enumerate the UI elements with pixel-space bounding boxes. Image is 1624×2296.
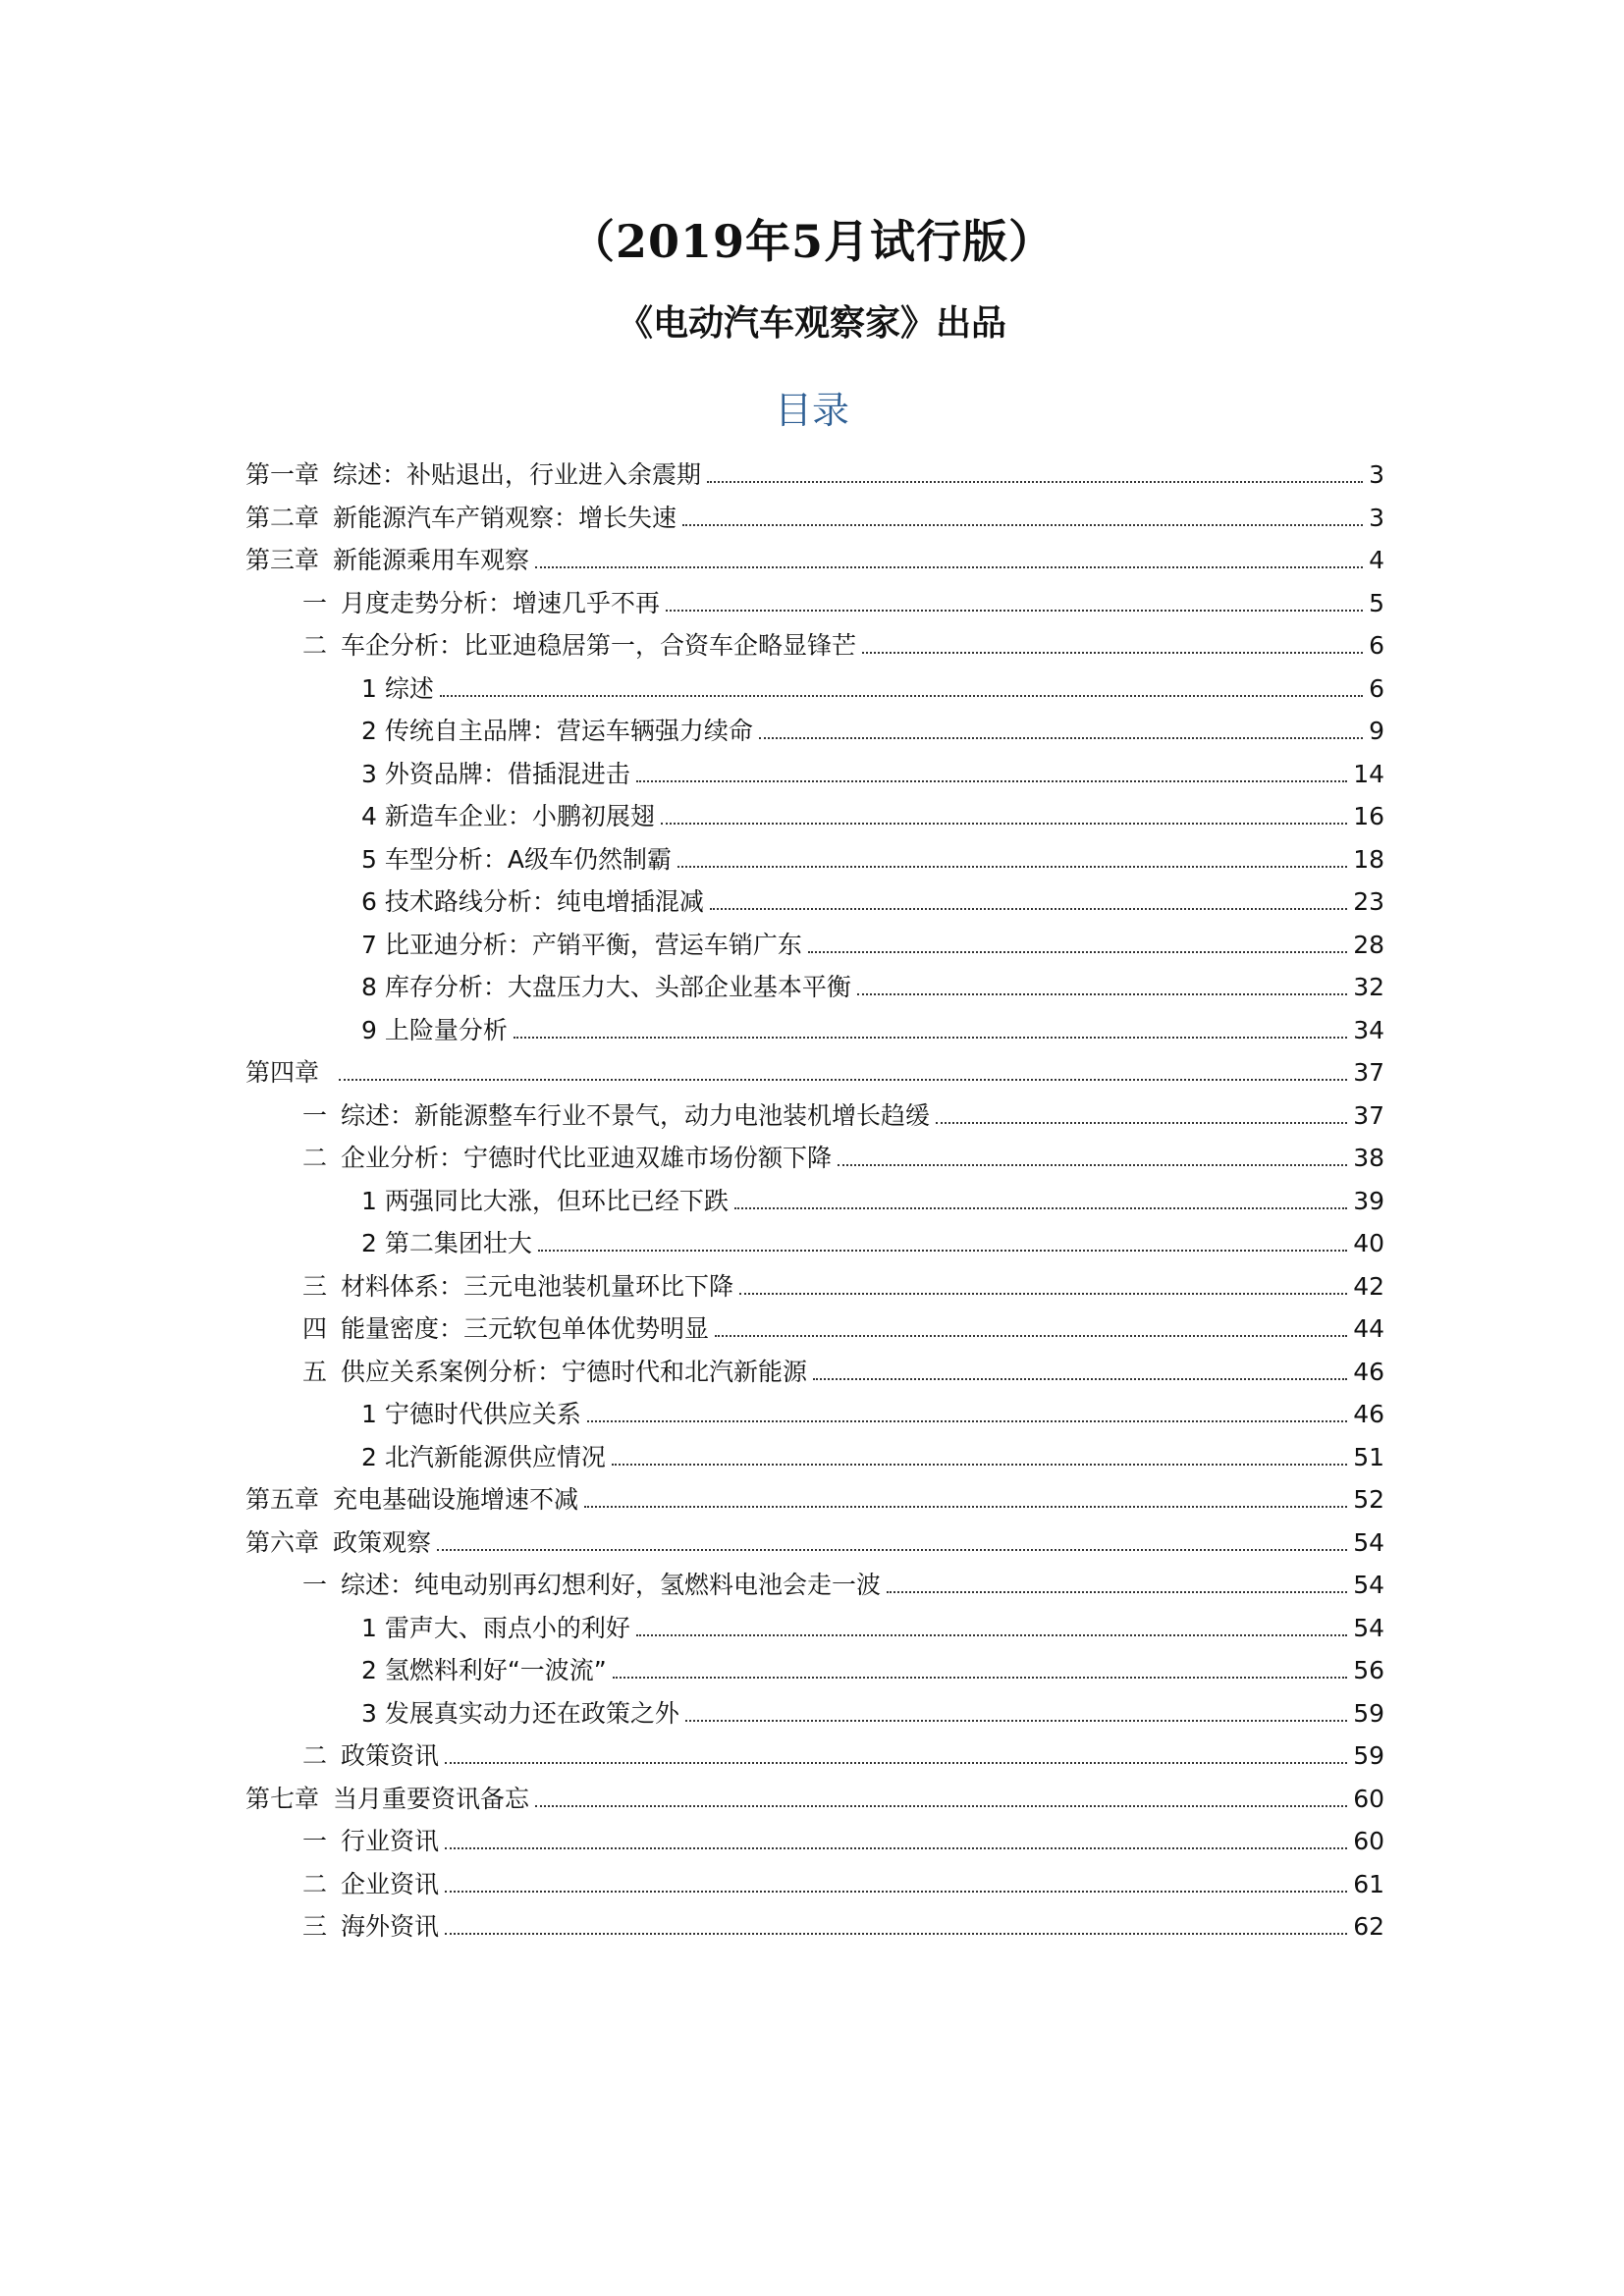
toc-entry-title: 企业分析：宁德时代比亚迪双雄市场份额下降 — [341, 1144, 833, 1172]
toc-dot-leader — [759, 737, 1363, 739]
toc-entry[interactable] — [245, 1522, 1384, 1565]
toc-entry-page: 56 — [1353, 1656, 1384, 1684]
toc-entry-title: 综述：补贴退出，行业进入余震期 — [333, 460, 702, 489]
toc-entry-number: 五 — [302, 1357, 328, 1386]
toc-entry-title: 1 综述 — [361, 673, 434, 703]
toc-entry-title: 4 新造车企业：小鹏初展翅 — [361, 802, 655, 830]
toc-entry-number: 第一章 — [245, 460, 320, 489]
toc-dot-leader — [677, 866, 1347, 868]
toc-entry[interactable] — [245, 753, 1384, 796]
toc-entry[interactable] — [245, 1564, 1384, 1607]
toc-entry-title: 政策观察 — [333, 1527, 432, 1557]
toc-entry[interactable] — [245, 582, 1384, 625]
toc-entry-number: 三 — [302, 1271, 328, 1301]
toc-dot-leader — [445, 1891, 1347, 1893]
toc-dot-leader — [838, 1164, 1347, 1166]
toc-entry-number: 二 — [302, 1144, 328, 1172]
toc-dot-leader — [862, 652, 1363, 654]
toc-entry-title: 企业资讯 — [341, 1869, 440, 1898]
toc-entry[interactable] — [245, 1180, 1384, 1223]
toc-entry-page: 46 — [1353, 1357, 1384, 1386]
toc-entry[interactable] — [245, 667, 1384, 711]
toc-entry[interactable] — [245, 1393, 1384, 1436]
toc-entry-page: 9 — [1369, 717, 1384, 745]
toc-dot-leader — [887, 1591, 1347, 1593]
edition-title: （2019年5月试行版） — [568, 215, 1056, 268]
toc-dot-leader — [445, 1933, 1347, 1935]
toc-entry-page: 4 — [1369, 546, 1384, 574]
toc-entry[interactable] — [245, 539, 1384, 582]
toc-entry-page: 60 — [1353, 1827, 1384, 1855]
toc-entry-title: 新能源汽车产销观察：增长失速 — [333, 503, 677, 532]
toc-dot-leader — [613, 1677, 1347, 1679]
toc-entry-number: 一 — [302, 1827, 328, 1855]
toc-entry[interactable] — [245, 1778, 1384, 1821]
toc-entry-title: 1 雷声大、雨点小的利好 — [361, 1613, 630, 1642]
toc-entry-number: 一 — [302, 588, 328, 617]
toc-entry-title: 充电基础设施增速不减 — [333, 1485, 579, 1514]
toc-entry-number: 第五章 — [245, 1485, 320, 1514]
toc-entry-page: 62 — [1353, 1912, 1384, 1941]
toc-entry-page: 32 — [1353, 973, 1384, 1001]
toc-entry-title: 当月重要资讯备忘 — [333, 1784, 530, 1813]
toc-entry-page: 16 — [1353, 802, 1384, 830]
toc-entry-title: 能量密度：三元软包单体优势明显 — [341, 1314, 710, 1343]
toc-entry-title: 3 发展真实动力还在政策之外 — [361, 1698, 679, 1728]
toc-entry[interactable] — [245, 710, 1384, 753]
toc-dot-leader — [636, 1634, 1347, 1636]
toc-entry-title: 综述：新能源整车行业不景气，动力电池装机增长趋缓 — [341, 1100, 931, 1130]
toc-entry[interactable] — [245, 1308, 1384, 1351]
toc-dot-leader — [535, 566, 1363, 568]
toc-entry-page: 40 — [1353, 1229, 1384, 1257]
toc-dot-leader — [936, 1122, 1347, 1124]
toc-entry-page: 3 — [1369, 503, 1384, 532]
toc-entry[interactable] — [245, 1649, 1384, 1692]
toc-entry-page: 51 — [1353, 1442, 1384, 1471]
toc-entry-title: 2 传统自主品牌：营运车辆强力续命 — [361, 717, 753, 745]
toc-entry[interactable] — [245, 1095, 1384, 1138]
toc-entry-title: 综述：纯电动别再幻想利好，氢燃料电池会走一波 — [341, 1571, 882, 1599]
toc-dot-leader — [857, 993, 1347, 995]
toc-entry[interactable] — [245, 924, 1384, 967]
toc-entry-page: 5 — [1369, 588, 1384, 617]
toc-entry-page: 6 — [1369, 631, 1384, 660]
toc-entry[interactable] — [245, 624, 1384, 667]
toc-dot-leader — [612, 1464, 1347, 1466]
toc-dot-leader — [685, 1720, 1347, 1722]
toc-entry-page: 60 — [1353, 1784, 1384, 1813]
toc-entry[interactable] — [245, 497, 1384, 540]
toc-entry[interactable] — [245, 1820, 1384, 1863]
toc-dot-leader — [538, 1250, 1347, 1252]
toc-entry-number: 第四章 — [245, 1058, 320, 1087]
toc-entry-title: 车企分析：比亚迪稳居第一，合资车企略显锋芒 — [341, 631, 857, 660]
toc-entry[interactable] — [245, 1436, 1384, 1479]
toc-entry-title: 政策资讯 — [341, 1741, 440, 1770]
toc-entry-number: 一 — [302, 1571, 328, 1599]
toc-entry[interactable] — [245, 1137, 1384, 1180]
toc-dot-leader — [707, 481, 1363, 483]
toc-entry[interactable] — [245, 1735, 1384, 1778]
toc-entry-title: 月度走势分析：增速几乎不再 — [341, 588, 661, 617]
toc-entry-page: 39 — [1353, 1186, 1384, 1215]
publisher-line: 《电动汽车观察家》出品 — [617, 303, 1006, 344]
toc-dot-leader — [808, 951, 1347, 953]
toc-dot-leader — [514, 1037, 1347, 1039]
toc-entry-page: 42 — [1353, 1271, 1384, 1301]
toc-entry-page: 37 — [1353, 1100, 1384, 1130]
toc-entry-page: 28 — [1353, 930, 1384, 959]
toc-entry[interactable] — [245, 1351, 1384, 1394]
toc-entry-title: 5 车型分析：A级车仍然制霸 — [361, 844, 672, 874]
toc-dot-leader — [710, 908, 1347, 910]
toc-entry[interactable] — [245, 1478, 1384, 1522]
toc-dot-leader — [587, 1420, 1347, 1422]
toc-entry-page: 3 — [1369, 460, 1384, 489]
toc-entry-page: 54 — [1353, 1571, 1384, 1599]
toc-dot-leader — [339, 1079, 1347, 1081]
toc-dot-leader — [535, 1805, 1347, 1807]
toc-entry-number: 二 — [302, 1869, 328, 1898]
toc-entry-title: 2 北汽新能源供应情况 — [361, 1442, 606, 1471]
toc-entry-title: 2 氢燃料利好“一波流” — [361, 1656, 607, 1684]
toc-entry-title: 7 比亚迪分析：产销平衡，营运车销广东 — [361, 930, 802, 959]
toc-dot-leader — [437, 1549, 1347, 1551]
toc-dot-leader — [739, 1293, 1347, 1295]
toc-entry-page: 14 — [1353, 759, 1384, 788]
toc-entry-number: 三 — [302, 1912, 328, 1941]
toc-entry[interactable] — [245, 1905, 1384, 1949]
toc-dot-leader — [445, 1847, 1347, 1849]
toc-entry-title: 1 宁德时代供应关系 — [361, 1400, 581, 1428]
toc-entry-page: 54 — [1353, 1527, 1384, 1557]
toc-entry-title: 8 库存分析：大盘压力大、头部企业基本平衡 — [361, 973, 851, 1001]
toc-entry-title: 1 两强同比大涨，但环比已经下跌 — [361, 1186, 729, 1215]
toc-entry[interactable] — [245, 1692, 1384, 1735]
toc-dot-leader — [440, 695, 1363, 697]
toc-entry-page: 44 — [1353, 1314, 1384, 1343]
toc-entry-number: 第六章 — [245, 1527, 320, 1557]
toc-entry-title: 供应关系案例分析：宁德时代和北汽新能源 — [341, 1357, 808, 1386]
toc-entry-title: 9 上险量分析 — [361, 1015, 508, 1044]
toc-entry[interactable] — [245, 1863, 1384, 1906]
toc-entry[interactable] — [245, 966, 1384, 1009]
toc-entry-page: 52 — [1353, 1485, 1384, 1514]
toc-entry[interactable] — [245, 1265, 1384, 1308]
toc-entry-page: 37 — [1353, 1058, 1384, 1087]
toc-entry-page: 34 — [1353, 1015, 1384, 1044]
toc-entry[interactable] — [245, 838, 1384, 881]
toc-dot-leader — [813, 1378, 1347, 1380]
toc-entry[interactable] — [245, 1222, 1384, 1265]
toc-entry-number: 二 — [302, 1741, 328, 1770]
toc-entry-title: 2 第二集团壮大 — [361, 1229, 532, 1257]
toc-entry-page: 46 — [1353, 1400, 1384, 1428]
table-of-contents — [245, 454, 1384, 1949]
toc-entry-page: 6 — [1369, 673, 1384, 703]
toc-dot-leader — [682, 524, 1363, 526]
toc-entry[interactable] — [245, 1607, 1384, 1650]
toc-entry[interactable] — [245, 1051, 1384, 1095]
toc-entry-title: 6 技术路线分析：纯电增插混减 — [361, 887, 704, 916]
toc-entry-title: 行业资讯 — [341, 1827, 440, 1855]
toc-entry[interactable] — [245, 881, 1384, 924]
toc-dot-leader — [636, 780, 1347, 782]
toc-entry-page: 23 — [1353, 887, 1384, 916]
toc-dot-leader — [666, 610, 1363, 612]
toc-dot-leader — [445, 1762, 1347, 1764]
toc-entry-page: 38 — [1353, 1144, 1384, 1172]
toc-dot-leader — [715, 1335, 1347, 1337]
toc-heading: 目录 — [774, 389, 849, 432]
toc-dot-leader — [661, 823, 1347, 825]
toc-dot-leader — [584, 1506, 1347, 1508]
toc-entry-title: 新能源乘用车观察 — [333, 546, 530, 574]
toc-entry-page: 18 — [1353, 844, 1384, 874]
toc-dot-leader — [734, 1207, 1347, 1209]
toc-entry-number: 第三章 — [245, 546, 320, 574]
toc-entry-page: 61 — [1353, 1869, 1384, 1898]
toc-entry-number: 四 — [302, 1314, 328, 1343]
toc-entry-title: 海外资讯 — [341, 1912, 440, 1941]
toc-entry[interactable] — [245, 795, 1384, 838]
toc-entry-page: 59 — [1353, 1698, 1384, 1728]
toc-entry-number: 一 — [302, 1100, 328, 1130]
toc-entry-title: 3 外资品牌：借插混进击 — [361, 759, 630, 788]
toc-entry-number: 第二章 — [245, 503, 320, 532]
toc-entry[interactable] — [245, 1009, 1384, 1052]
toc-entry-page: 59 — [1353, 1741, 1384, 1770]
toc-entry-page: 54 — [1353, 1613, 1384, 1642]
toc-entry[interactable] — [245, 454, 1384, 497]
toc-entry-title: 材料体系：三元电池装机量环比下降 — [341, 1271, 734, 1301]
toc-entry-number: 第七章 — [245, 1784, 320, 1813]
toc-entry-number: 二 — [302, 631, 328, 660]
